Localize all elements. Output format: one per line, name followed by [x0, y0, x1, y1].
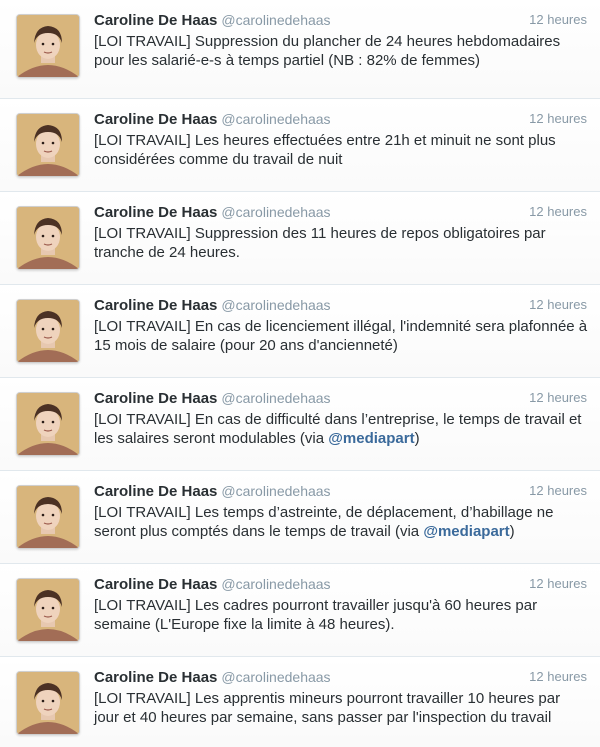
- author-handle[interactable]: @carolinedehaas: [221, 390, 331, 406]
- tweet-timestamp[interactable]: 12 heures: [529, 12, 587, 27]
- tweet-item[interactable]: [0, 657, 600, 747]
- avatar[interactable]: [16, 206, 80, 270]
- tweet-item[interactable]: [0, 564, 600, 657]
- avatar[interactable]: [16, 113, 80, 177]
- author-name[interactable]: Caroline De Haas @carolinedehaas: [94, 297, 331, 314]
- closing-paren: ): [509, 523, 515, 540]
- tweet-timestamp[interactable]: 12 heures: [529, 111, 587, 126]
- tweet-timestamp[interactable]: 12 heures: [529, 483, 587, 498]
- tweet-timestamp[interactable]: 12 heures: [529, 297, 587, 312]
- closing-paren: ): [414, 430, 420, 447]
- author-name[interactable]: Caroline De Haas @carolinedehaas: [94, 204, 331, 221]
- author-handle[interactable]: @carolinedehaas: [221, 576, 331, 592]
- tweet-item[interactable]: [0, 471, 600, 564]
- author-name[interactable]: Caroline De Haas @carolinedehaas: [94, 576, 331, 593]
- author-name[interactable]: Caroline De Haas @carolinedehaas: [94, 483, 331, 500]
- author-handle[interactable]: @carolinedehaas: [221, 111, 331, 127]
- avatar[interactable]: [16, 485, 80, 549]
- author-handle[interactable]: @carolinedehaas: [221, 669, 331, 685]
- tweet-item[interactable]: [0, 99, 600, 192]
- author-name[interactable]: Caroline De Haas @carolinedehaas: [94, 12, 331, 29]
- author-handle[interactable]: @carolinedehaas: [221, 12, 331, 28]
- mention-link[interactable]: @mediapart: [423, 523, 510, 540]
- tweet-text: [LOI TRAVAIL] Les cadres pourront travailler jusqu'à 60 heures par semaine (L'Europe fixe la limite à 48 heures).: [94, 597, 538, 633]
- author-handle[interactable]: @carolinedehaas: [221, 204, 331, 220]
- tweet-timestamp[interactable]: 12 heures: [529, 576, 587, 591]
- avatar[interactable]: [16, 392, 80, 456]
- tweet-item[interactable]: [0, 192, 600, 285]
- tweet-text: [LOI TRAVAIL] Les apprentis mineurs pourront travailler 10 heures par jour et 40 heures par semaine, sans passer par l'inspection du travail: [94, 690, 561, 726]
- tweet-text: [LOI TRAVAIL] En cas de licenciement illégal, l'indemnité sera plafonnée à 15 mois de salaire (pour 20 ans d'ancienneté): [94, 318, 588, 354]
- author-name[interactable]: Caroline De Haas @carolinedehaas: [94, 390, 331, 407]
- tweet-text: [LOI TRAVAIL] En cas de difficulté dans l’entreprise, le temps de travail et les salaires seront modulables (via @mediapart): [94, 411, 582, 447]
- avatar[interactable]: [16, 578, 80, 642]
- avatar[interactable]: [16, 671, 80, 735]
- tweet-item[interactable]: [0, 285, 600, 378]
- author-handle[interactable]: @carolinedehaas: [221, 297, 331, 313]
- mention-link[interactable]: @mediapart: [328, 430, 415, 447]
- avatar[interactable]: [16, 299, 80, 363]
- tweet-item[interactable]: [0, 378, 600, 471]
- tweet-item[interactable]: [0, 0, 600, 99]
- author-name[interactable]: Caroline De Haas @carolinedehaas: [94, 111, 331, 128]
- author-name[interactable]: Caroline De Haas @carolinedehaas: [94, 669, 331, 686]
- author-handle[interactable]: @carolinedehaas: [221, 483, 331, 499]
- tweet-text: [LOI TRAVAIL] Les temps d’astreinte, de déplacement, d’habillage ne seront plus comptés dans le temps de travail (via @mediapart): [94, 504, 554, 540]
- tweet-text: [LOI TRAVAIL] Suppression du plancher de 24 heures hebdomadaires pour les salarié-e-s à temps partiel (NB : 82% de femmes): [94, 33, 561, 69]
- avatar[interactable]: [16, 14, 80, 78]
- tweet-text: [LOI TRAVAIL] Les heures effectuées entre 21h et minuit ne sont plus considérées comme du travail de nuit: [94, 132, 556, 168]
- tweet-timestamp[interactable]: 12 heures: [529, 390, 587, 405]
- tweet-text: [LOI TRAVAIL] Suppression des 11 heures de repos obligatoires par tranche de 24 heures.: [94, 225, 546, 261]
- tweet-timestamp[interactable]: 12 heures: [529, 669, 587, 684]
- tweet-timestamp[interactable]: 12 heures: [529, 204, 587, 219]
